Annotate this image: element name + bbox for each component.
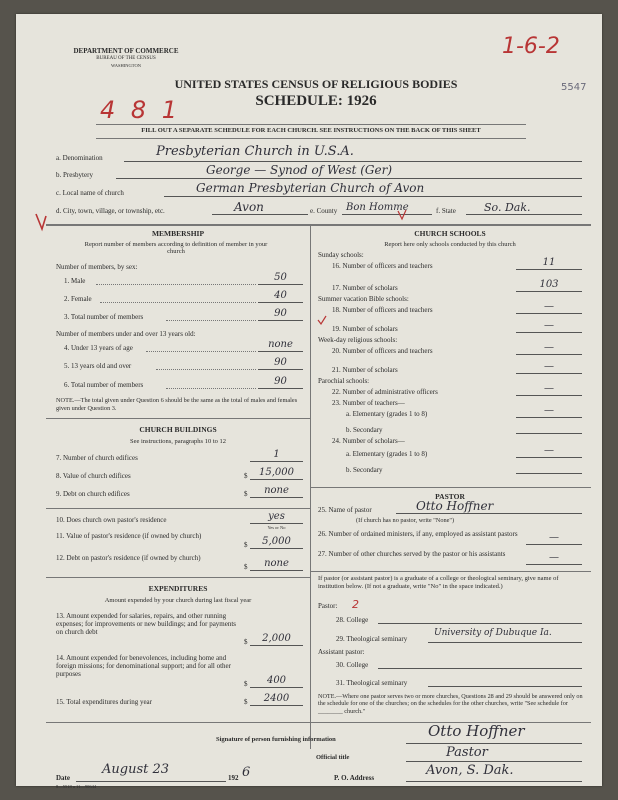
q29-label: 29. Theological seminary [336, 635, 408, 643]
q13-value: 2,000 [262, 633, 291, 644]
weekday-label: Week-day religious schools: [318, 336, 398, 344]
assistant-pastor-subheading: Assistant pastor: [318, 648, 365, 656]
q30-label: 30. College [336, 661, 369, 669]
city-value: Avon [234, 200, 264, 214]
q20-value: — [544, 342, 554, 353]
q9-value: none [264, 485, 289, 496]
bureau-heading: BUREAU OF THE CENSUS [96, 56, 156, 61]
age-group-label: Number of members under and over 13 years old: [56, 330, 196, 338]
stamp-number: 5547 [561, 82, 587, 93]
date-value: August 23 [102, 762, 170, 777]
q9-dollar: $ [244, 490, 248, 498]
q24-label: 24. Number of scholars— [332, 437, 405, 445]
church-name-value: German Presbyterian Church of Avon [196, 181, 425, 195]
denomination-label: a. Denomination [56, 154, 103, 162]
q17-value: 103 [539, 279, 559, 290]
q24a-label: a. Elementary (grades 1 to 8) [346, 450, 428, 458]
total-members-6-count: 90 [274, 376, 287, 387]
q23a-label: a. Elementary (grades 1 to 8) [346, 410, 428, 418]
q18-label: 18. Number of officers and teachers [332, 306, 433, 314]
q16-value: 11 [542, 257, 556, 268]
q8-dollar: $ [244, 472, 248, 480]
city-label: d. City, town, village, or township, etc. [56, 207, 165, 215]
q24b-line [516, 473, 582, 474]
q27-label: 27. Number of other churches served by the pastor or his assistants [318, 550, 506, 558]
q15-dollar: $ [244, 698, 248, 706]
buildings-heading: CHURCH BUILDINGS [139, 425, 217, 434]
signature-label: Signature of person furnishing information [216, 736, 336, 743]
denomination-value: Presbyterian Church in U.S.A. [156, 144, 354, 159]
q21-line [516, 373, 582, 374]
q23b-label: b. Secondary [346, 426, 383, 434]
official-title-value: Pastor [446, 745, 488, 760]
total-members-label: 3. Total number of members [64, 313, 144, 321]
schools-heading: CHURCH SCHOOLS [414, 229, 486, 238]
q23-label: 23. Number of teachers— [332, 399, 405, 407]
state-label: f. State [436, 207, 456, 215]
department-heading: DEPARTMENT OF COMMERCE [73, 47, 179, 55]
over-13-count: 90 [274, 357, 287, 368]
q24a-value: — [544, 445, 554, 456]
q28-label: 28. College [336, 616, 369, 624]
county-value: Bon Homme [346, 202, 409, 213]
handwritten-code-top-right: 1-6-2 [502, 34, 560, 59]
washington-heading: WASHINGTON [111, 63, 141, 68]
q22-value: — [544, 383, 554, 394]
q26-label: 26. Number of ordained ministers, if any, employed as assistant pastors [318, 530, 518, 538]
presbytery-label: b. Presbytery [56, 171, 93, 179]
q16-line [516, 269, 582, 270]
q11-label: 11. Value of pastor's residence (if owned by church) [56, 532, 202, 540]
official-title-label: Official title [316, 754, 350, 761]
q14-label: 14. Amount expended for benevolences, including home and foreign missions; for denominational support; and for all other purposes [56, 654, 231, 678]
female-count: 40 [274, 290, 287, 301]
date-year-digit: 6 [242, 765, 251, 780]
q10-label: 10. Does church own pastor's residence [56, 516, 167, 524]
q12-value: none [264, 558, 289, 569]
female-label: 2. Female [64, 295, 92, 303]
q9-label: 9. Debt on church edifices [56, 490, 130, 498]
q24a-line [516, 457, 582, 458]
q10-value: yes [268, 511, 285, 522]
pastor-heading: PASTOR [435, 492, 465, 501]
expenditures-heading: EXPENDITURES [148, 584, 208, 593]
q13-label: 13. Amount expended for salaries, repairs, and other running expenses; for improvements or new buildings; and for payments on church debt [56, 612, 237, 636]
q31-label: 31. Theological seminary [336, 679, 408, 687]
q12-label: 12. Debt on pastor's residence (if owned by church) [56, 554, 201, 562]
q25-label: 25. Name of pastor [318, 506, 372, 514]
schools-subheading: Report here only schools conducted by this church [384, 241, 516, 248]
q19-line [516, 332, 582, 333]
red-check-total [316, 314, 328, 326]
q25-value: Otto Hoffner [416, 499, 494, 513]
over-13-label: 5. 13 years old and over [64, 362, 132, 370]
q15-label: 15. Total expenditures during year [56, 698, 152, 706]
handwritten-code-left: 4 8 1 [100, 96, 182, 124]
summer-label: Summer vacation Bible schools: [318, 295, 409, 303]
male-count: 50 [274, 272, 287, 283]
date-year-prefix: 192 [228, 774, 239, 782]
membership-heading: MEMBERSHIP [151, 229, 205, 238]
q8-label: 8. Value of church edifices [56, 472, 131, 480]
q11-dollar: $ [244, 541, 248, 549]
total-members-6-label: 6. Total number of members [64, 381, 144, 389]
q7-value: 1 [273, 449, 280, 460]
q14-value: 400 [266, 675, 287, 686]
under-13-count: none [268, 339, 293, 350]
red-mark-2: 2 [352, 598, 359, 611]
expenditures-subheading: Amount expended by your church during last fiscal year [104, 597, 252, 604]
q27-value: — [549, 552, 559, 563]
form-number: 8—5518 a 11—90644 [56, 784, 97, 789]
q15-value: 2400 [263, 693, 290, 704]
schedule-title: SCHEDULE: 1926 [255, 93, 377, 109]
q26-value: — [549, 532, 559, 543]
q21-label: 21. Number of scholars [332, 366, 398, 374]
q12-dollar: $ [244, 563, 248, 571]
q10-hint: Yes or No [267, 525, 286, 530]
q14-dollar: $ [244, 680, 248, 688]
po-address-label: P. O. Address [334, 774, 375, 782]
membership-footnote: NOTE.—The total given under Question 6 should be the same as the total of males and females given under Question 3. [56, 397, 298, 412]
membership-note: Report number of members according to definition of member in your church [84, 241, 268, 255]
q22-line [516, 395, 582, 396]
q18-line [516, 313, 582, 314]
q22-label: 22. Number of administrative officers [332, 388, 438, 396]
church-name-label: c. Local name of church [56, 189, 124, 197]
members-by-sex-label: Number of members, by sex: [56, 263, 138, 271]
pastor-subheading: Pastor: [318, 602, 338, 610]
q19-label: 19. Number of scholars [332, 325, 398, 333]
q7-label: 7. Number of church edifices [56, 454, 138, 462]
q21-value: — [544, 361, 554, 372]
q8-value: 15,000 [259, 467, 294, 478]
graduate-note: If pastor (or assistant pastor) is a graduate of a college or theological seminary, give name of institution below. (If not a graduate, write "No" in the space indicated.) [318, 575, 559, 590]
q16-label: 16. Number of officers and teachers [332, 262, 433, 270]
q25-hint: (If church has no pastor, write "None") [356, 517, 455, 524]
sunday-schools-label: Sunday schools: [318, 251, 364, 259]
q20-label: 20. Number of officers and teachers [332, 347, 433, 355]
date-label: Date [56, 774, 70, 782]
q23a-value: — [544, 405, 554, 416]
q17-line [516, 291, 582, 292]
q24b-label: b. Secondary [346, 466, 383, 474]
q18-value: — [544, 301, 554, 312]
q20-line [516, 354, 582, 355]
pastor-footnote: NOTE.—Where one pastor serves two or more churches, Questions 28 and 29 should be answered only on the schedule for one of the churches; on the schedules for the other churches, write "See schedule for ________ church." [318, 693, 583, 715]
q29-value: University of Dubuque Ia. [434, 628, 552, 638]
state-value: So. Dak. [484, 201, 531, 214]
form-title: UNITED STATES CENSUS OF RELIGIOUS BODIES [174, 77, 458, 91]
q23b-line [516, 433, 582, 434]
separate-schedule-instruction: FILL OUT A SEPARATE SCHEDULE FOR EACH CHURCH. SEE INSTRUCTIONS ON THE BACK OF THIS SHEET [141, 127, 481, 134]
red-check-county [396, 209, 408, 221]
total-members-count: 90 [274, 308, 287, 319]
buildings-subheading: See instructions, paragraphs 10 to 12 [129, 438, 227, 445]
parochial-label: Parochial schools: [318, 377, 370, 385]
presbytery-value: George — Synod of West (Ger) [206, 163, 393, 177]
male-label: 1. Male [64, 277, 86, 285]
q23a-line [516, 417, 582, 418]
county-label: e. County [310, 207, 338, 215]
signature-value: Otto Hoffner [428, 722, 525, 740]
under-13-label: 4. Under 13 years of age [64, 344, 133, 352]
census-schedule-sheet [16, 14, 602, 789]
q11-value: 5,000 [262, 536, 291, 547]
po-address-value: Avon, S. Dak. [426, 763, 514, 778]
q17-label: 17. Number of scholars [332, 284, 398, 292]
q13-dollar: $ [244, 638, 248, 646]
q19-value: — [544, 320, 554, 331]
